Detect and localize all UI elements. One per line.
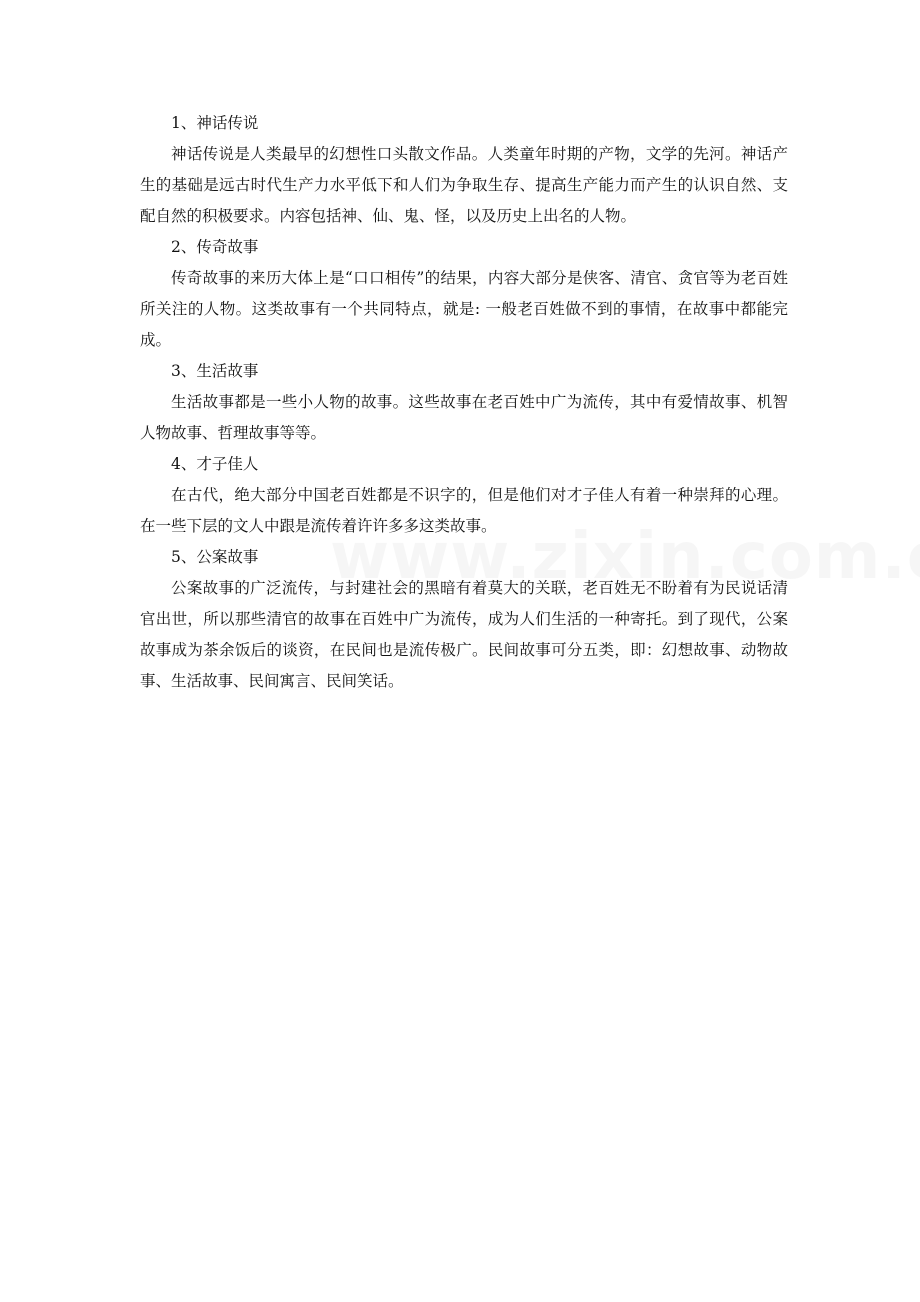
watermark xyxy=(330,520,920,594)
section-heading-court-cases: 5、公案故事 xyxy=(171,548,259,566)
section-body-legends: 传奇故事的来历大体上是“口口相传”的结果，内容大部分是侠客、清官、贪官等为老百姓所关注的人物。这类故事有一个共同特点，就是: 一般老百姓做不到的事情，在故事中都能完成。 xyxy=(140,269,788,349)
section-heading-scholars-beauties: 4、才子佳人 xyxy=(171,455,259,473)
section-body-court-cases: 公案故事的广泛流传，与封建社会的黑暗有着莫大的关联，老百姓无不盼着有为民说话清官出世，所以那些清官的故事在百姓中广为流传，成为人们生活的一种寄托。到了现代，公案故事成为茶余饭后的谈资，在民间也是流传极广。民间故事可分五类，即：幻想故事、动物故事、生活故事、民间寓言、民间笑话。 xyxy=(140,579,788,690)
section-heading-myths: 1、神话传说 xyxy=(171,114,259,132)
section-body-life-stories: 生活故事都是一些小人物的故事。这些故事在老百姓中广为流传，其中有爱情故事、机智人物故事、哲理故事等等。 xyxy=(140,393,788,442)
section-body-myths: 神话传说是人类最早的幻想性口头散文作品。人类童年时期的产物，文学的先河。神话产生的基础是远古时代生产力水平低下和人们为争取生存、提高生产能力而产生的认识自然、支配自然的积极要求。内容包括神、仙、鬼、怪，以及历史上出名的人物。 xyxy=(140,145,788,225)
document-content xyxy=(140,108,788,697)
section-body-scholars-beauties: 在古代，绝大部分中国老百姓都是不识字的，但是他们对才子佳人有着一种崇拜的心理。在一些下层的文人中跟是流传着许许多多这类故事。 xyxy=(140,486,788,535)
section-heading-legends: 2、传奇故事 xyxy=(171,238,259,256)
section-heading-life-stories: 3、生活故事 xyxy=(171,362,259,380)
